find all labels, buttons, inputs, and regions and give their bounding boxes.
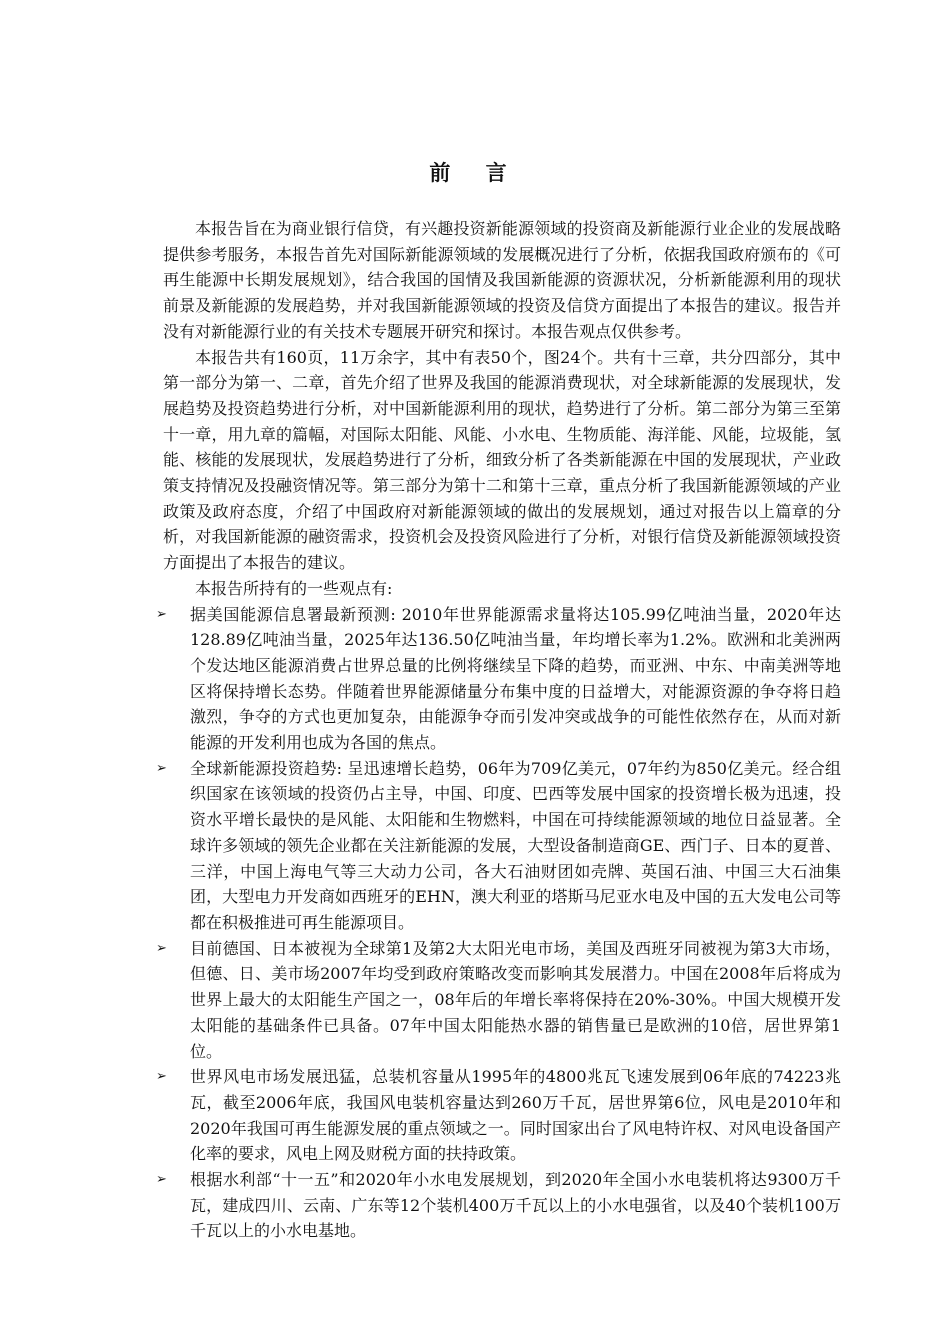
intro-paragraph-2: 本报告共有160页，11万余字，其中有表50个，图24个。共有十三章，共分四部分，其中第一部分为第一、二章，首先介绍了世界及我国的能源消费现状，对全球新能源的发展现状，发展趋势及投资趋势进行分析，对中国新能源利用的现状，趋势进行了分析。第二部分为第三至第十一章，用九章的篇幅，对国际太阳能、风能、小水电、生物质能、海洋能、风能，垃圾能，氢能、核能的发展现状，发展趋势进行了分析，细致分析了各类新能源在中国的发展现状，产业政策支持情况及投融资情况等。第三部分为第十二和第十三章，重点分析了我国新能源领域的产业政策及政府态度，介绍了中国政府对新能源领域的做出的发展规划，通过对报告以上篇章的分析，对我国新能源的融资需求，投资机会及投资风险进行了分析，对银行信贷及新能源领域投资方面提出了本报告的建议。 bbox=[163, 347, 841, 573]
intro-paragraph-3: 本报告所持有的一些观点有: bbox=[195, 578, 393, 598]
intro-paragraph-1: 本报告旨在为商业银行信贷，有兴趣投资新能源领域的投资商及新能源行业企业的发展战略提供参考服务，本报告首先对国际新能源领域的发展概况进行了分析，依据我国政府颁布的《可再生能源中长期发展规划》，结合我国的国情及我国新能源的资源状况，分析新能源利用的现状前景及新能源的发展趋势，并对我国新能源领域的投资及信贷方面提出了本报告的建议。报告并没有对新能源行业的有关技术专题展开研究和探讨。本报告观点仅供参考。 bbox=[163, 219, 841, 341]
arrow-bullet-icon: ➢ bbox=[156, 606, 167, 622]
document-body bbox=[156, 216, 841, 1244]
list-item-text: 根据水利部“十一五”和2020年小水电发展规划，到2020年全国小水电装机将达9300万千瓦，建成四川、云南、广东等12个装机400万千瓦以上的小水电强省，以及40个装机100万千瓦以上的小水电基地。 bbox=[190, 1170, 841, 1241]
list-item-text: 世界风电市场发展迅猛，总装机容量从1995年的4800兆瓦飞速发展到06年底的74223兆瓦，截至2006年底，我国风电装机容量达到260万千瓦，居世界第6位，风电是2010年和2020年我国可再生能源发展的重点领域之一。同时国家出台了风电特许权、对风电设备国产化率的要求，风电上网及财税方面的扶持政策。 bbox=[190, 1067, 841, 1164]
list-item bbox=[156, 1064, 841, 1167]
arrow-bullet-icon: ➢ bbox=[156, 1069, 167, 1085]
list-item-text: 目前德国、日本被视为全球第1及第2大太阳光电市场，美国及西班牙同被视为第3大市场，但德、日、美市场2007年均受到政府策略改变而影响其发展潜力。中国在2008年后将成为世界上最大的太阳能生产国之一，08年后的年增长率将保持在20%-30%。中国大规模开发太阳能的基础条件已具备。07年中国太阳能热水器的销售量已是欧洲的10倍，居世界第1位。 bbox=[190, 938, 841, 1061]
arrow-bullet-icon: ➢ bbox=[156, 760, 167, 776]
list-item bbox=[156, 1167, 841, 1244]
list-item-text: 全球新能源投资趋势: 呈迅速增长趋势，06年为709亿美元，07年约为850亿美元。经合组织国家在该领域的投资仍占主导，中国、印度、巴西等发展中国家的投资增长极为迅速，投资水平增长最快的是风能、太阳能和生物燃料，中国在可持续能源领域的地位日益显著。全球许多领域的领先企业都在关注新能源的发展，大型设备制造商GE、西门子、日本的夏普、三洋，中国上海电气等三大动力公司，各大石油财团如壳牌、英国石油、中国三大石油集团，大型电力开发商如西班牙的EHN，澳大利亚的塔斯马尼亚水电及中国的五大发电公司等都在积极推进可再生能源项目。 bbox=[190, 758, 841, 932]
page-title: 前 言 bbox=[429, 160, 521, 185]
list-item bbox=[156, 602, 841, 756]
arrow-bullet-icon: ➢ bbox=[156, 1172, 167, 1188]
viewpoint-list bbox=[156, 602, 841, 1245]
arrow-bullet-icon: ➢ bbox=[156, 940, 167, 956]
list-item bbox=[156, 936, 841, 1065]
list-item-text: 据美国能源信息署最新预测: 2010年世界能源需求量将达105.99亿吨油当量，2020年达128.89亿吨油当量，2025年达136.50亿吨油当量，年均增长率为1.2%。欧洲和北美洲两个发达地区能源消费占世界总量的比例将继续呈下降的趋势，而亚洲、中东、中南美洲等地区将保持增长态势。伴随着世界能源储量分布集中度的日益增大，对能源资源的争夺将日趋激烈，争夺的方式也更加复杂，由能源争夺而引发冲突或战争的可能性依然存在，从而对新能源的开发利用也成为各国的焦点。 bbox=[190, 604, 841, 753]
list-item bbox=[156, 756, 841, 936]
